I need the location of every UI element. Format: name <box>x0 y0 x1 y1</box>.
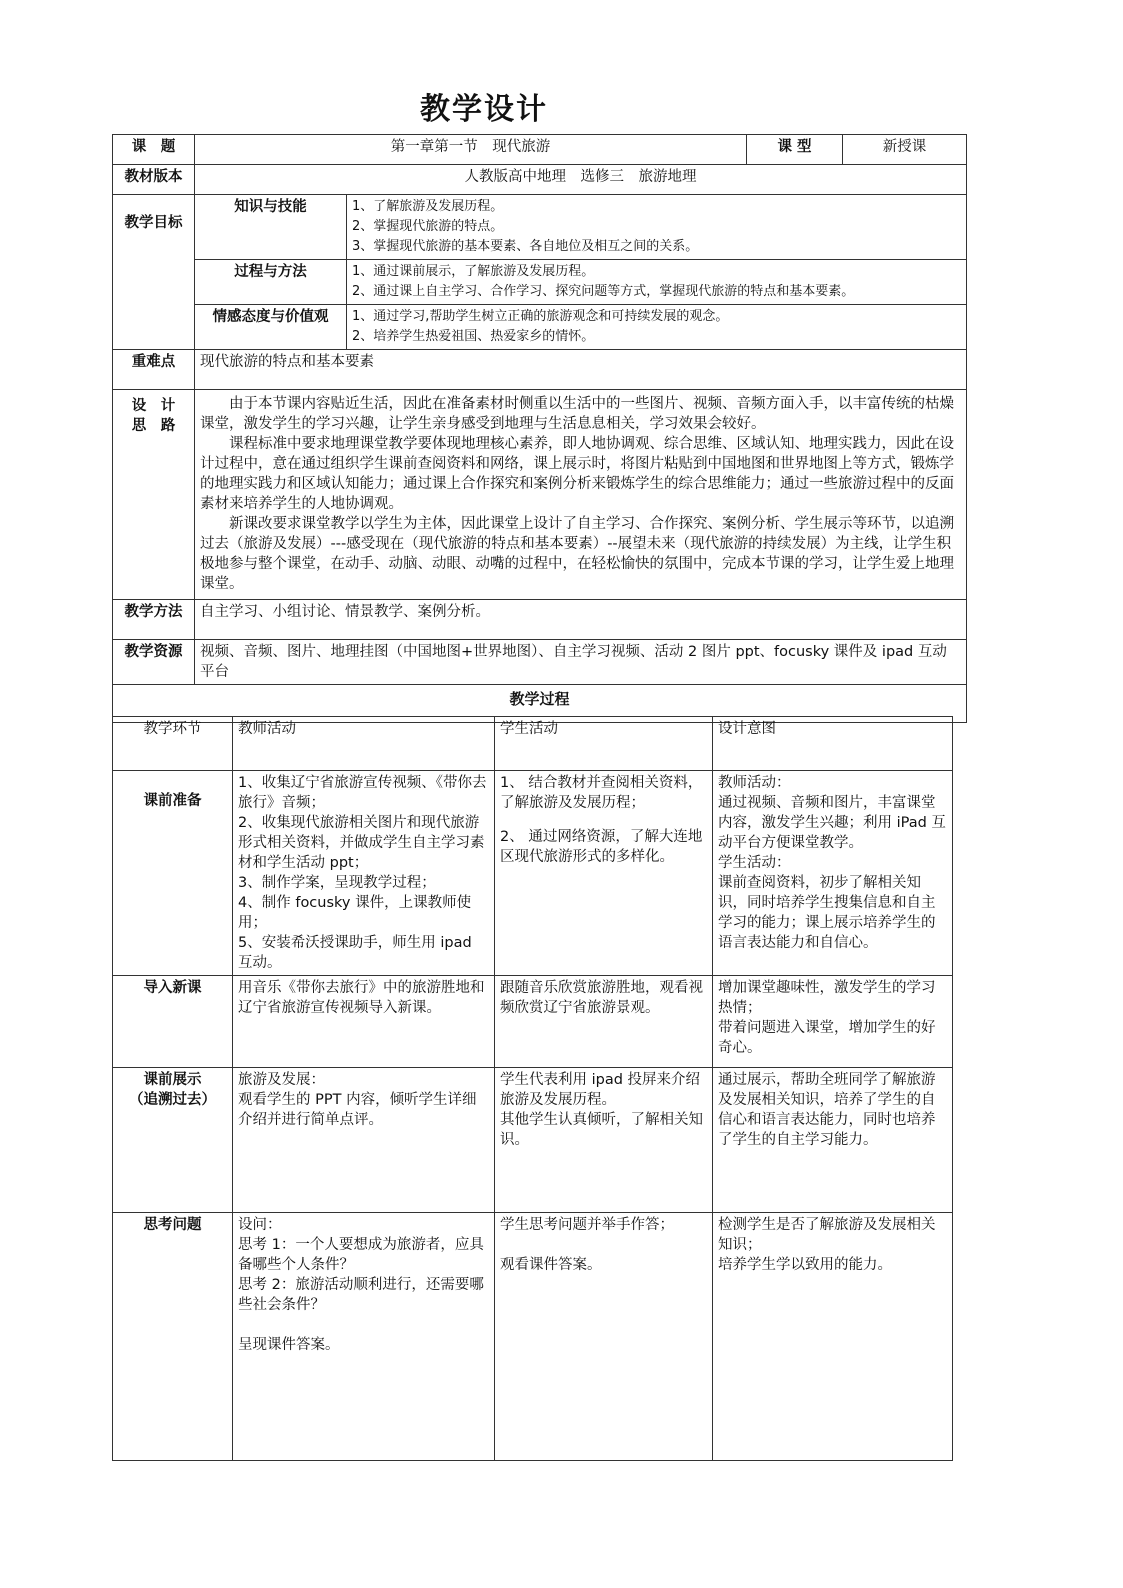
list-item: 带着问题进入课堂，增加学生的好奇心。 <box>718 1020 936 1056</box>
list-item: 学生代表利用 ipad 投屏来介绍旅游及发展历程。 <box>500 1072 701 1108</box>
emotion-list <box>347 305 967 350</box>
list-item: 培养学生学以致用的能力。 <box>718 1257 892 1273</box>
topic-label: 课 题 <box>113 135 195 165</box>
list-item: 1、收集辽宁省旅游宣传视频、《带你去旅行》音频； <box>238 775 487 811</box>
goals-label: 教学目标 <box>113 195 195 350</box>
list-item: 旅游及发展： <box>238 1072 325 1088</box>
topic-value: 第一章第一节 现代旅游 <box>195 135 747 165</box>
list-item: 2、 通过网络资源，了解大连地区现代旅游形式的多样化。 <box>500 829 703 865</box>
list-item <box>500 1235 707 1255</box>
intent-cell <box>713 1213 953 1461</box>
stage-cell: 导入新课 <box>113 976 233 1068</box>
process-method-label: 过程与方法 <box>195 260 347 305</box>
list-item: 1、 结合教材并查阅相关资料，了解旅游及发展历程； <box>500 775 703 811</box>
list-item: 2、通过课上自主学习、合作学习、探究问题等方式，掌握现代旅游的特点和基本要素。 <box>352 284 855 299</box>
design-paragraph: 新课改要求课堂教学以学生为主体，因此课堂上设计了自主学习、合作探究、案例分析、学生展示等环节，以追溯过去（旅游及发展）---感受现在（现代旅游的特点和基本要素）--展望未来（现代旅游的持续发展）为主线，让学生积极地参与整个课堂，在动手、动脑、动眼、动嘴的过程中，在轻松愉快的氛围中，完成本节课的学习，让学生爱上地理课堂。 <box>200 516 954 592</box>
list-item: 5、安装希沃授课助手，师生用 ipad 互动。 <box>238 935 472 971</box>
process-method-list <box>347 260 967 305</box>
list-item: 2、培养学生热爱祖国、热爱家乡的情怀。 <box>352 329 595 344</box>
header-student: 学生活动 <box>495 717 713 771</box>
list-item: 课前查阅资料，初步了解相关知识，同时培养学生搜集信息和自主学习的能力；课上展示培养学生的语言表达能力和自信心。 <box>718 875 936 951</box>
teacher-cell <box>233 976 495 1068</box>
teacher-cell <box>233 771 495 976</box>
process-table <box>112 716 953 1461</box>
list-item: 观看学生的 PPT 内容，倾听学生详细介绍并进行简单点评。 <box>238 1092 477 1128</box>
list-item: 跟随音乐欣赏旅游胜地，观看视频欣赏辽宁省旅游景观。 <box>500 980 703 1016</box>
list-item: 思考 1：一个人要想成为旅游者，应具备哪些个人条件？ <box>238 1237 484 1273</box>
list-item: 2、收集现代旅游相关图片和现代旅游形式相关资料，并做成学生自主学习素材和学生活动 ppt； <box>238 815 485 871</box>
teacher-cell <box>233 1213 495 1461</box>
design-label: 设 计 思 路 <box>113 390 195 600</box>
list-item: 1、了解旅游及发展历程。 <box>352 199 504 214</box>
list-item <box>238 1315 489 1335</box>
list-item: 增加课堂趣味性，激发学生的学习热情； <box>718 980 936 1016</box>
key-points-label: 重难点 <box>113 350 195 390</box>
design-text <box>195 390 967 600</box>
stage-cell: 课前展示 （追溯过去） <box>113 1068 233 1213</box>
emotion-label: 情感态度与价值观 <box>195 305 347 350</box>
type-label: 课 型 <box>747 135 843 165</box>
intent-cell <box>713 976 953 1068</box>
page-title: 教学设计 <box>420 92 548 127</box>
edition-value: 人教版高中地理 选修三 旅游地理 <box>195 165 967 195</box>
list-item: 学生活动： <box>718 855 791 871</box>
type-value: 新授课 <box>843 135 967 165</box>
header-intent: 设计意图 <box>713 717 953 771</box>
student-cell <box>495 1068 713 1213</box>
list-item: 检测学生是否了解旅游及发展相关知识； <box>718 1217 936 1253</box>
design-paragraph: 课程标准中要求地理课堂教学要体现地理核心素养，即人地协调观、综合思维、区域认知、地理实践力，因此在设计过程中，意在通过组织学生课前查阅资料和网络，课上展示时，将图片粘贴到中国地图和世界地图上等方式，锻炼学的地理实践力和区域认知能力；通过课上合作探究和案例分析来锻炼学生的综合思维能力；通过一些旅游过程中的反面素材来培养学生的人地协调观。 <box>200 436 954 512</box>
list-item: 1、通过课前展示，了解旅游及发展历程。 <box>352 264 595 279</box>
resources-label: 教学资源 <box>113 640 195 685</box>
process-section-title: 教学过程 <box>113 685 967 723</box>
intent-cell <box>713 1068 953 1213</box>
knowledge-list <box>347 195 967 260</box>
stage-cell: 课前准备 <box>113 771 233 976</box>
student-cell <box>495 976 713 1068</box>
list-item: 设问： <box>238 1217 282 1233</box>
list-item: 2、掌握现代旅游的特点。 <box>352 219 504 234</box>
list-item: 3、掌握现代旅游的基本要素、各自地位及相互之间的关系。 <box>352 239 699 254</box>
methods-label: 教学方法 <box>113 600 195 640</box>
list-item: 通过视频、音频和图片，丰富课堂内容，激发学生兴趣；利用 iPad 互动平台方便课堂教学。 <box>718 795 946 851</box>
student-cell <box>495 1213 713 1461</box>
key-points-value: 现代旅游的特点和基本要素 <box>195 350 967 390</box>
teacher-cell <box>233 1068 495 1213</box>
knowledge-label: 知识与技能 <box>195 195 347 260</box>
intent-cell <box>713 771 953 976</box>
info-table <box>112 134 967 723</box>
list-item: 思考 2：旅游活动顺利进行，还需要哪些社会条件？ <box>238 1277 484 1313</box>
list-item: 4、制作 focusky 课件，上课教师使用； <box>238 895 472 931</box>
list-item: 1、通过学习,帮助学生树立正确的旅游观念和可持续发展的观念。 <box>352 309 729 324</box>
header-stage: 教学环节 <box>113 717 233 771</box>
edition-label: 教材版本 <box>113 165 195 195</box>
list-item: 教师活动： <box>718 775 791 791</box>
list-item: 用音乐《带你去旅行》中的旅游胜地和辽宁省旅游宣传视频导入新课。 <box>238 980 485 1016</box>
stage-cell: 思考问题 <box>113 1213 233 1461</box>
list-item: 其他学生认真倾听，了解相关知识。 <box>500 1112 703 1148</box>
design-paragraph: 由于本节课内容贴近生活，因此在准备素材时侧重以生活中的一些图片、视频、音频方面入手，以丰富传统的枯燥课堂，激发学生的学习兴趣，让学生亲身感受到地理与生活息息相关，学习效果会较好。 <box>200 396 954 432</box>
list-item: 通过展示，帮助全班同学了解旅游及发展相关知识，培养了学生的自信心和语言表达能力，同时也培养了学生的自主学习能力。 <box>718 1072 936 1148</box>
resources-value: 视频、音频、图片、地理挂图（中国地图+世界地图）、自主学习视频、活动 2 图片 ppt、focusky 课件及 ipad 互动平台 <box>195 640 967 685</box>
list-item: 学生思考问题并举手作答； <box>500 1217 674 1233</box>
methods-value: 自主学习、小组讨论、情景教学、案例分析。 <box>195 600 967 640</box>
student-cell <box>495 771 713 976</box>
list-item: 观看课件答案。 <box>500 1257 602 1273</box>
list-item: 3、制作学案，呈现教学过程； <box>238 875 436 891</box>
header-teacher: 教师活动 <box>233 717 495 771</box>
list-item: 呈现课件答案。 <box>238 1337 340 1353</box>
